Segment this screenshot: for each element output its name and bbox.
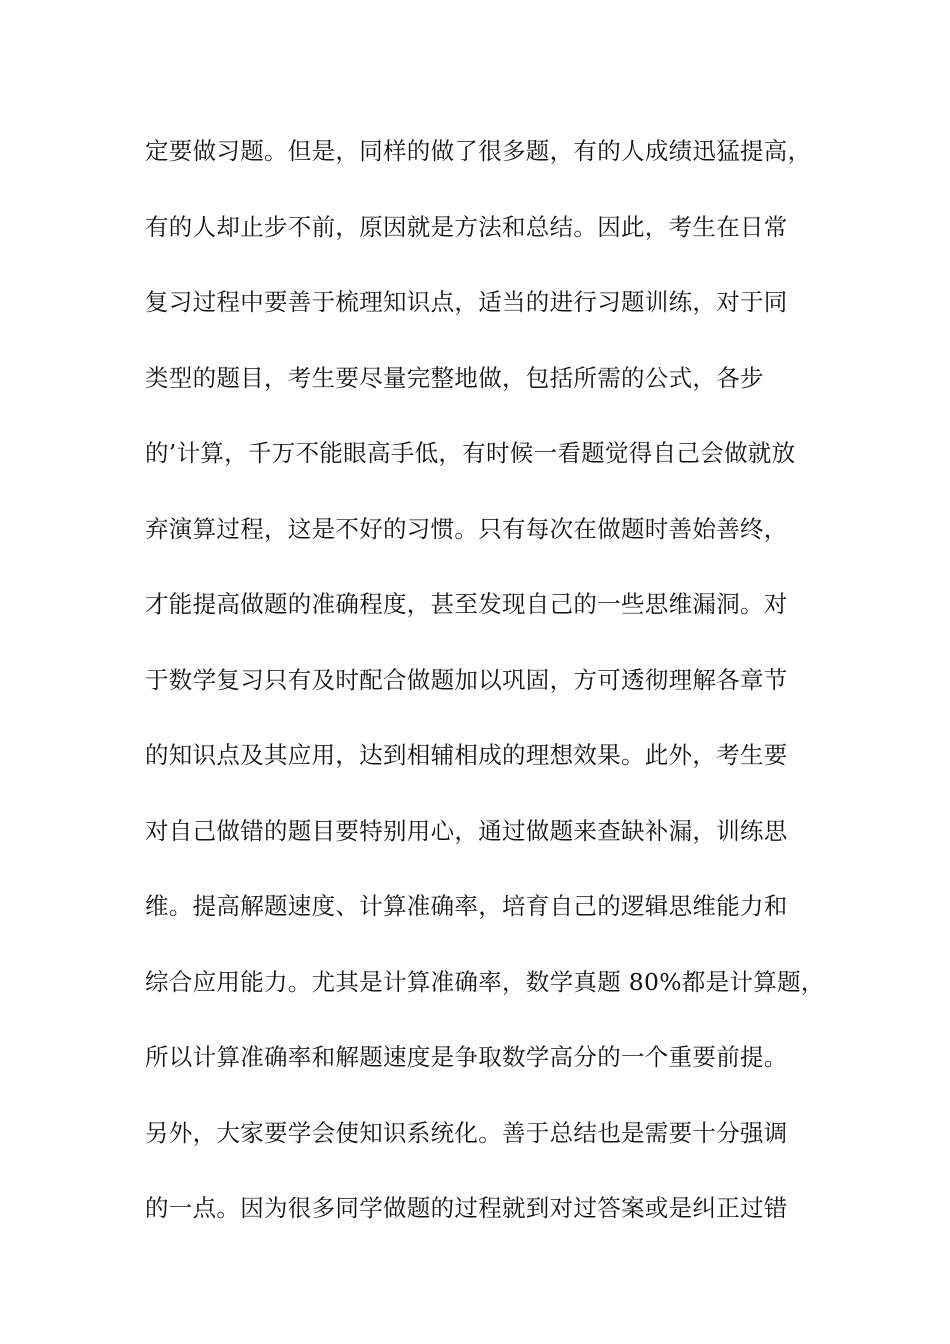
text-line: 维。提高解题速度、计算准确率，培育自己的逻辑思维能力和 <box>145 892 788 920</box>
text-line: 弃演算过程，这是不好的习惯。只有每次在做题时善始善终， <box>145 514 788 543</box>
text-line: 才能提高做题的准确程度，甚至发现自己的一些思维漏洞。对 <box>145 590 788 618</box>
text-line: 定要做习题。但是，同样的做了很多题，有的人成绩迅猛提高， <box>145 137 812 165</box>
text-line: 另外，大家要学会使知识系统化。善于总结也是需要十分强调 <box>145 1118 788 1147</box>
text-line: 对自己做错的题目要特别用心，通过做题来查缺补漏，训练思 <box>145 816 788 845</box>
text-line: 的一点。因为很多同学做题的过程就到对过答案或是纠正过错 <box>145 1194 788 1222</box>
text-line: 的知识点及其应用，达到相辅相成的理想效果。此外，考生要 <box>145 741 788 769</box>
text-line: 复习过程中要善于梳理知识点，适当的进行习题训练，对于同 <box>145 288 788 316</box>
text-line: 有的人却止步不前，原因就是方法和总结。因此，考生在日常 <box>145 212 788 241</box>
text-line: 的’计算，千万不能眼高手低，有时候一看题觉得自己会做就放 <box>145 439 796 467</box>
text-line: 所以计算准确率和解题速度是争取数学高分的一个重要前提。 <box>145 1043 788 1071</box>
text-line: 于数学复习只有及时配合做题加以巩固，方可透彻理解各章节 <box>145 665 788 694</box>
body-text <box>145 127 845 1260</box>
text-line: 综合应用能力。尤其是计算准确率，数学真题 80%都是计算题， <box>145 967 825 996</box>
text-line: 类型的题目，考生要尽量完整地做，包括所需的公式，各步 <box>145 363 764 392</box>
